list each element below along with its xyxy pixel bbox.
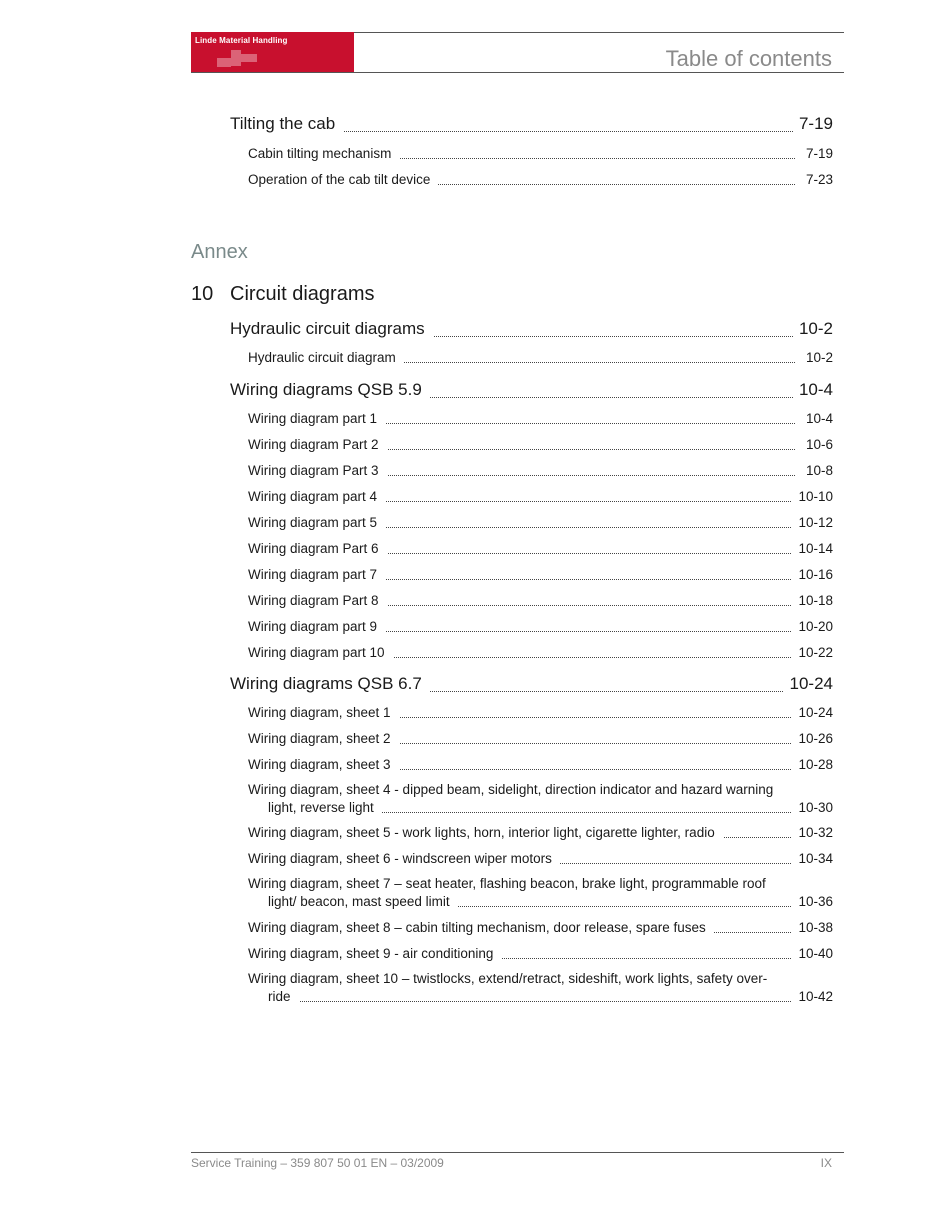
toc-entry[interactable]: [0, 726, 935, 750]
toc-entry-label: Wiring diagram, sheet 9 - air conditioning: [248, 946, 501, 961]
brand-logo: [191, 32, 354, 73]
toc-entry-page: 10-28: [792, 757, 833, 772]
toc-entry[interactable]: [0, 588, 935, 612]
toc-entry-label: Wiring diagram Part 2: [248, 437, 387, 452]
toc-entry-page: 10-34: [792, 851, 833, 866]
toc-entry-page: 10-10: [792, 489, 833, 504]
toc-entry-label: Hydraulic circuit diagram: [248, 350, 404, 365]
toc-entry-label: Wiring diagram part 4: [248, 489, 385, 504]
toc-entry-label: Wiring diagram, sheet 5 - work lights, horn, interior light, cigarette lighter, radio: [248, 825, 723, 840]
toc-entry-page: 7-19: [800, 146, 833, 161]
toc-entry[interactable]: [0, 640, 935, 664]
toc-entry[interactable]: [0, 889, 935, 913]
toc-entry[interactable]: [0, 432, 935, 456]
toc-entry-label: Wiring diagram, sheet 6 - windscreen wiper motors: [248, 851, 560, 866]
header-divider-top: [354, 32, 844, 33]
toc-entry-page: 10-42: [792, 989, 833, 1004]
toc-entry-hydraulic-circuit-diagrams[interactable]: [0, 319, 935, 343]
toc-entry[interactable]: [0, 700, 935, 724]
toc-entry[interactable]: [0, 820, 935, 844]
chapter-number: 10: [191, 283, 214, 305]
toc-entry-page: 10-32: [792, 825, 833, 840]
toc-entry-label: Wiring diagram, sheet 1: [248, 705, 399, 720]
toc-entry-page: 10-14: [792, 541, 833, 556]
chapter-title: Circuit diagrams: [230, 283, 375, 305]
toc-entry-page: 10-24: [784, 674, 833, 694]
toc-entry-label: Wiring diagram part 9: [248, 619, 385, 634]
toc-entry-page: 7-23: [800, 172, 833, 187]
toc-entry-label: Hydraulic circuit diagrams: [230, 319, 433, 339]
toc-entry[interactable]: [0, 984, 935, 1008]
toc-entry-wiring-qsb-5-9[interactable]: [0, 380, 935, 404]
toc-entry-page: 10-12: [792, 515, 833, 530]
toc-entry-label: ride: [268, 989, 299, 1004]
toc-entry[interactable]: [0, 846, 935, 870]
toc-entry-tilting-the-cab[interactable]: [0, 114, 935, 138]
toc-entry-wiring-qsb-6-7[interactable]: [0, 674, 935, 698]
footer-page-number: IX: [820, 1156, 832, 1170]
toc-entry[interactable]: [0, 941, 935, 965]
toc-entry-page: 10-26: [792, 731, 833, 746]
toc-entry[interactable]: [0, 345, 935, 369]
toc-entry-label: Operation of the cab tilt device: [248, 172, 438, 187]
toc-entry[interactable]: [0, 141, 935, 165]
toc-entry-page: 10-16: [792, 567, 833, 582]
toc-entry[interactable]: [0, 406, 935, 430]
logo-decor: [241, 54, 257, 62]
toc-entry[interactable]: [0, 484, 935, 508]
toc-entry-page: 10-18: [792, 593, 833, 608]
brand-name: Linde Material Handling: [195, 36, 288, 45]
toc-entry-page: 7-19: [793, 114, 833, 134]
toc-entry-page: 10-24: [792, 705, 833, 720]
toc-entry-page: 10-6: [800, 437, 833, 452]
annex-heading: Annex: [191, 241, 248, 263]
footer-divider: [191, 1152, 844, 1153]
toc-entry-label: Wiring diagram Part 8: [248, 593, 387, 608]
toc-entry-page: 10-2: [793, 319, 833, 339]
toc-entry[interactable]: [0, 510, 935, 534]
toc-entry-label: light/ beacon, mast speed limit: [268, 894, 458, 909]
toc-entry-page: 10-20: [792, 619, 833, 634]
toc-entry-page: 10-38: [792, 920, 833, 935]
toc-entry-label: Tilting the cab: [230, 114, 343, 134]
toc-entry-wrapped-line[interactable]: Wiring diagram, sheet 10 – twistlocks, extend/retract, sideshift, work lights, safety over-: [248, 971, 768, 986]
toc-entry-wrapped-line[interactable]: Wiring diagram, sheet 7 – seat heater, flashing beacon, brake light, programmable roof: [248, 876, 766, 891]
toc-entry-label: Wiring diagram part 1: [248, 411, 385, 426]
toc-entry-label: Wiring diagram part 5: [248, 515, 385, 530]
toc-entry-label: Wiring diagram part 10: [248, 645, 393, 660]
toc-entry-label: Wiring diagram, sheet 8 – cabin tilting mechanism, door release, spare fuses: [248, 920, 714, 935]
header-divider-bottom: [191, 72, 844, 73]
dot-leader: [268, 1000, 795, 1002]
toc-entry-page: 10-22: [792, 645, 833, 660]
toc-entry[interactable]: [0, 536, 935, 560]
toc-entry-page: 10-30: [792, 800, 833, 815]
toc-entry-label: Wiring diagrams QSB 6.7: [230, 674, 430, 694]
toc-entry-page: 10-36: [792, 894, 833, 909]
toc-entry[interactable]: [0, 752, 935, 776]
footer-document-id: Service Training – 359 807 50 01 EN – 03/2009: [191, 1156, 444, 1170]
toc-entry[interactable]: [0, 167, 935, 191]
toc-entry[interactable]: [0, 614, 935, 638]
toc-entry-page: 10-4: [793, 380, 833, 400]
page-title: Table of contents: [665, 46, 832, 71]
toc-entry-label: Wiring diagram Part 6: [248, 541, 387, 556]
toc-entry-page: 10-40: [792, 946, 833, 961]
logo-decor: [217, 58, 231, 67]
toc-entry-label: Wiring diagram part 7: [248, 567, 385, 582]
logo-decor: [231, 50, 241, 66]
toc-entry[interactable]: [0, 562, 935, 586]
toc-entry-page: 10-4: [800, 411, 833, 426]
toc-entry-page: 10-8: [800, 463, 833, 478]
toc-entry[interactable]: [0, 795, 935, 819]
toc-entry-label: Wiring diagrams QSB 5.9: [230, 380, 430, 400]
toc-entry-page: 10-2: [800, 350, 833, 365]
toc-entry-label: Wiring diagram, sheet 3: [248, 757, 399, 772]
toc-entry-wrapped-line[interactable]: Wiring diagram, sheet 4 - dipped beam, sidelight, direction indicator and hazard warning: [248, 782, 774, 797]
toc-entry-label: light, reverse light: [268, 800, 382, 815]
toc-entry-label: Wiring diagram, sheet 2: [248, 731, 399, 746]
toc-entry[interactable]: [0, 458, 935, 482]
toc-entry[interactable]: [0, 915, 935, 939]
toc-entry-label: Wiring diagram Part 3: [248, 463, 387, 478]
toc-entry-label: Cabin tilting mechanism: [248, 146, 399, 161]
